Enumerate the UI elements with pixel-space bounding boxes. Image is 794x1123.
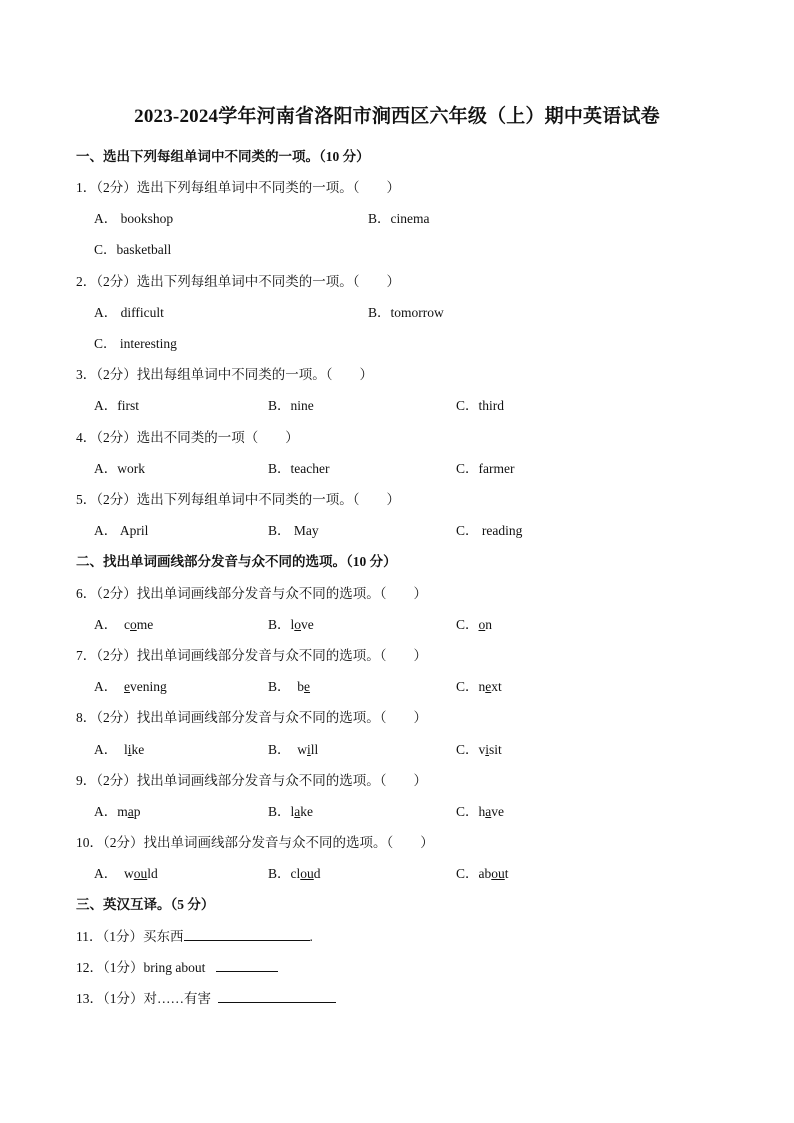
q2-option-b: B．tomorrow	[368, 305, 444, 320]
question-9: 9．（2分）找出单词画线部分发音与众不同的选项。（ ）	[76, 773, 427, 788]
q10-option-a: A． would	[94, 866, 158, 881]
question-13: 13．（1分）对……有害	[76, 987, 336, 1007]
q10-option-c: C．about	[456, 866, 509, 881]
q9-option-a: A．map	[94, 804, 141, 819]
q5-option-a: A． April	[94, 523, 149, 538]
section-heading-1: 一、选出下列每组单词中不同类的一项。（10 分）	[76, 149, 370, 164]
question-6: 6．（2分）找出单词画线部分发音与众不同的选项。（ ）	[76, 586, 427, 601]
q2-option-a: A． difficult	[94, 305, 164, 320]
question-5: 5．（2分）选出下列每组单词中不同类的一项。（ ）	[76, 492, 400, 507]
question-10: 10．（2分）找出单词画线部分发音与众不同的选项。（ ）	[76, 835, 434, 850]
q6-option-c: C．on	[456, 617, 493, 632]
section-heading-3: 三、英汉互译。（5 分）	[76, 897, 215, 912]
page-title: 2023-2024学年河南省洛阳市涧西区六年级（上）期中英语试卷	[134, 106, 660, 127]
q5-option-c: C． reading	[456, 523, 523, 538]
q6-option-a: A． come	[94, 617, 154, 632]
q1-option-c: C．basketball	[94, 242, 172, 257]
q7-option-a: A． evening	[94, 679, 167, 694]
section-heading-2: 二、找出单词画线部分发音与众不同的选项。（10 分）	[76, 554, 397, 569]
q4-option-b: B．teacher	[268, 461, 330, 476]
q9-option-c: C．have	[456, 804, 505, 819]
q8-option-b: B． will	[268, 742, 319, 757]
q4-option-c: C．farmer	[456, 461, 515, 476]
question-1: 1．（2分）选出下列每组单词中不同类的一项。（ ）	[76, 180, 400, 195]
q3-option-b: B．nine	[268, 398, 314, 413]
question-3: 3．（2分）找出每组单词中不同类的一项。（ ）	[76, 367, 373, 382]
answer-blank-12[interactable]	[216, 959, 278, 972]
question-4: 4．（2分）选出不同类的一项（ ）	[76, 430, 299, 445]
q7-option-c: C．next	[456, 679, 502, 694]
answer-blank-11[interactable]	[184, 928, 310, 941]
q10-option-b: B．cloud	[268, 866, 321, 881]
question-11: 11．（1分）买东西 .	[76, 929, 313, 944]
q1-option-b: B．cinema	[368, 211, 430, 226]
q2-option-c: C． interesting	[94, 336, 177, 351]
q8-option-c: C．visit	[456, 742, 502, 757]
question-8: 8．（2分）找出单词画线部分发音与众不同的选项。（ ）	[76, 710, 427, 725]
q7-option-b: B． be	[268, 679, 311, 694]
q6-option-b: B．love	[268, 617, 314, 632]
answer-blank-13[interactable]	[218, 990, 336, 1003]
question-12: 12．（1分）bring about	[76, 956, 278, 976]
q3-option-a: A．first	[94, 398, 139, 413]
q5-option-b: B． May	[268, 523, 319, 538]
question-2: 2．（2分）选出下列每组单词中不同类的一项。（ ）	[76, 274, 400, 289]
q9-option-b: B．lake	[268, 804, 314, 819]
q3-option-c: C．third	[456, 398, 505, 413]
q8-option-a: A． like	[94, 742, 145, 757]
q1-option-a: A． bookshop	[94, 211, 174, 226]
q4-option-a: A．work	[94, 461, 145, 476]
question-7: 7．（2分）找出单词画线部分发音与众不同的选项。（ ）	[76, 648, 427, 663]
